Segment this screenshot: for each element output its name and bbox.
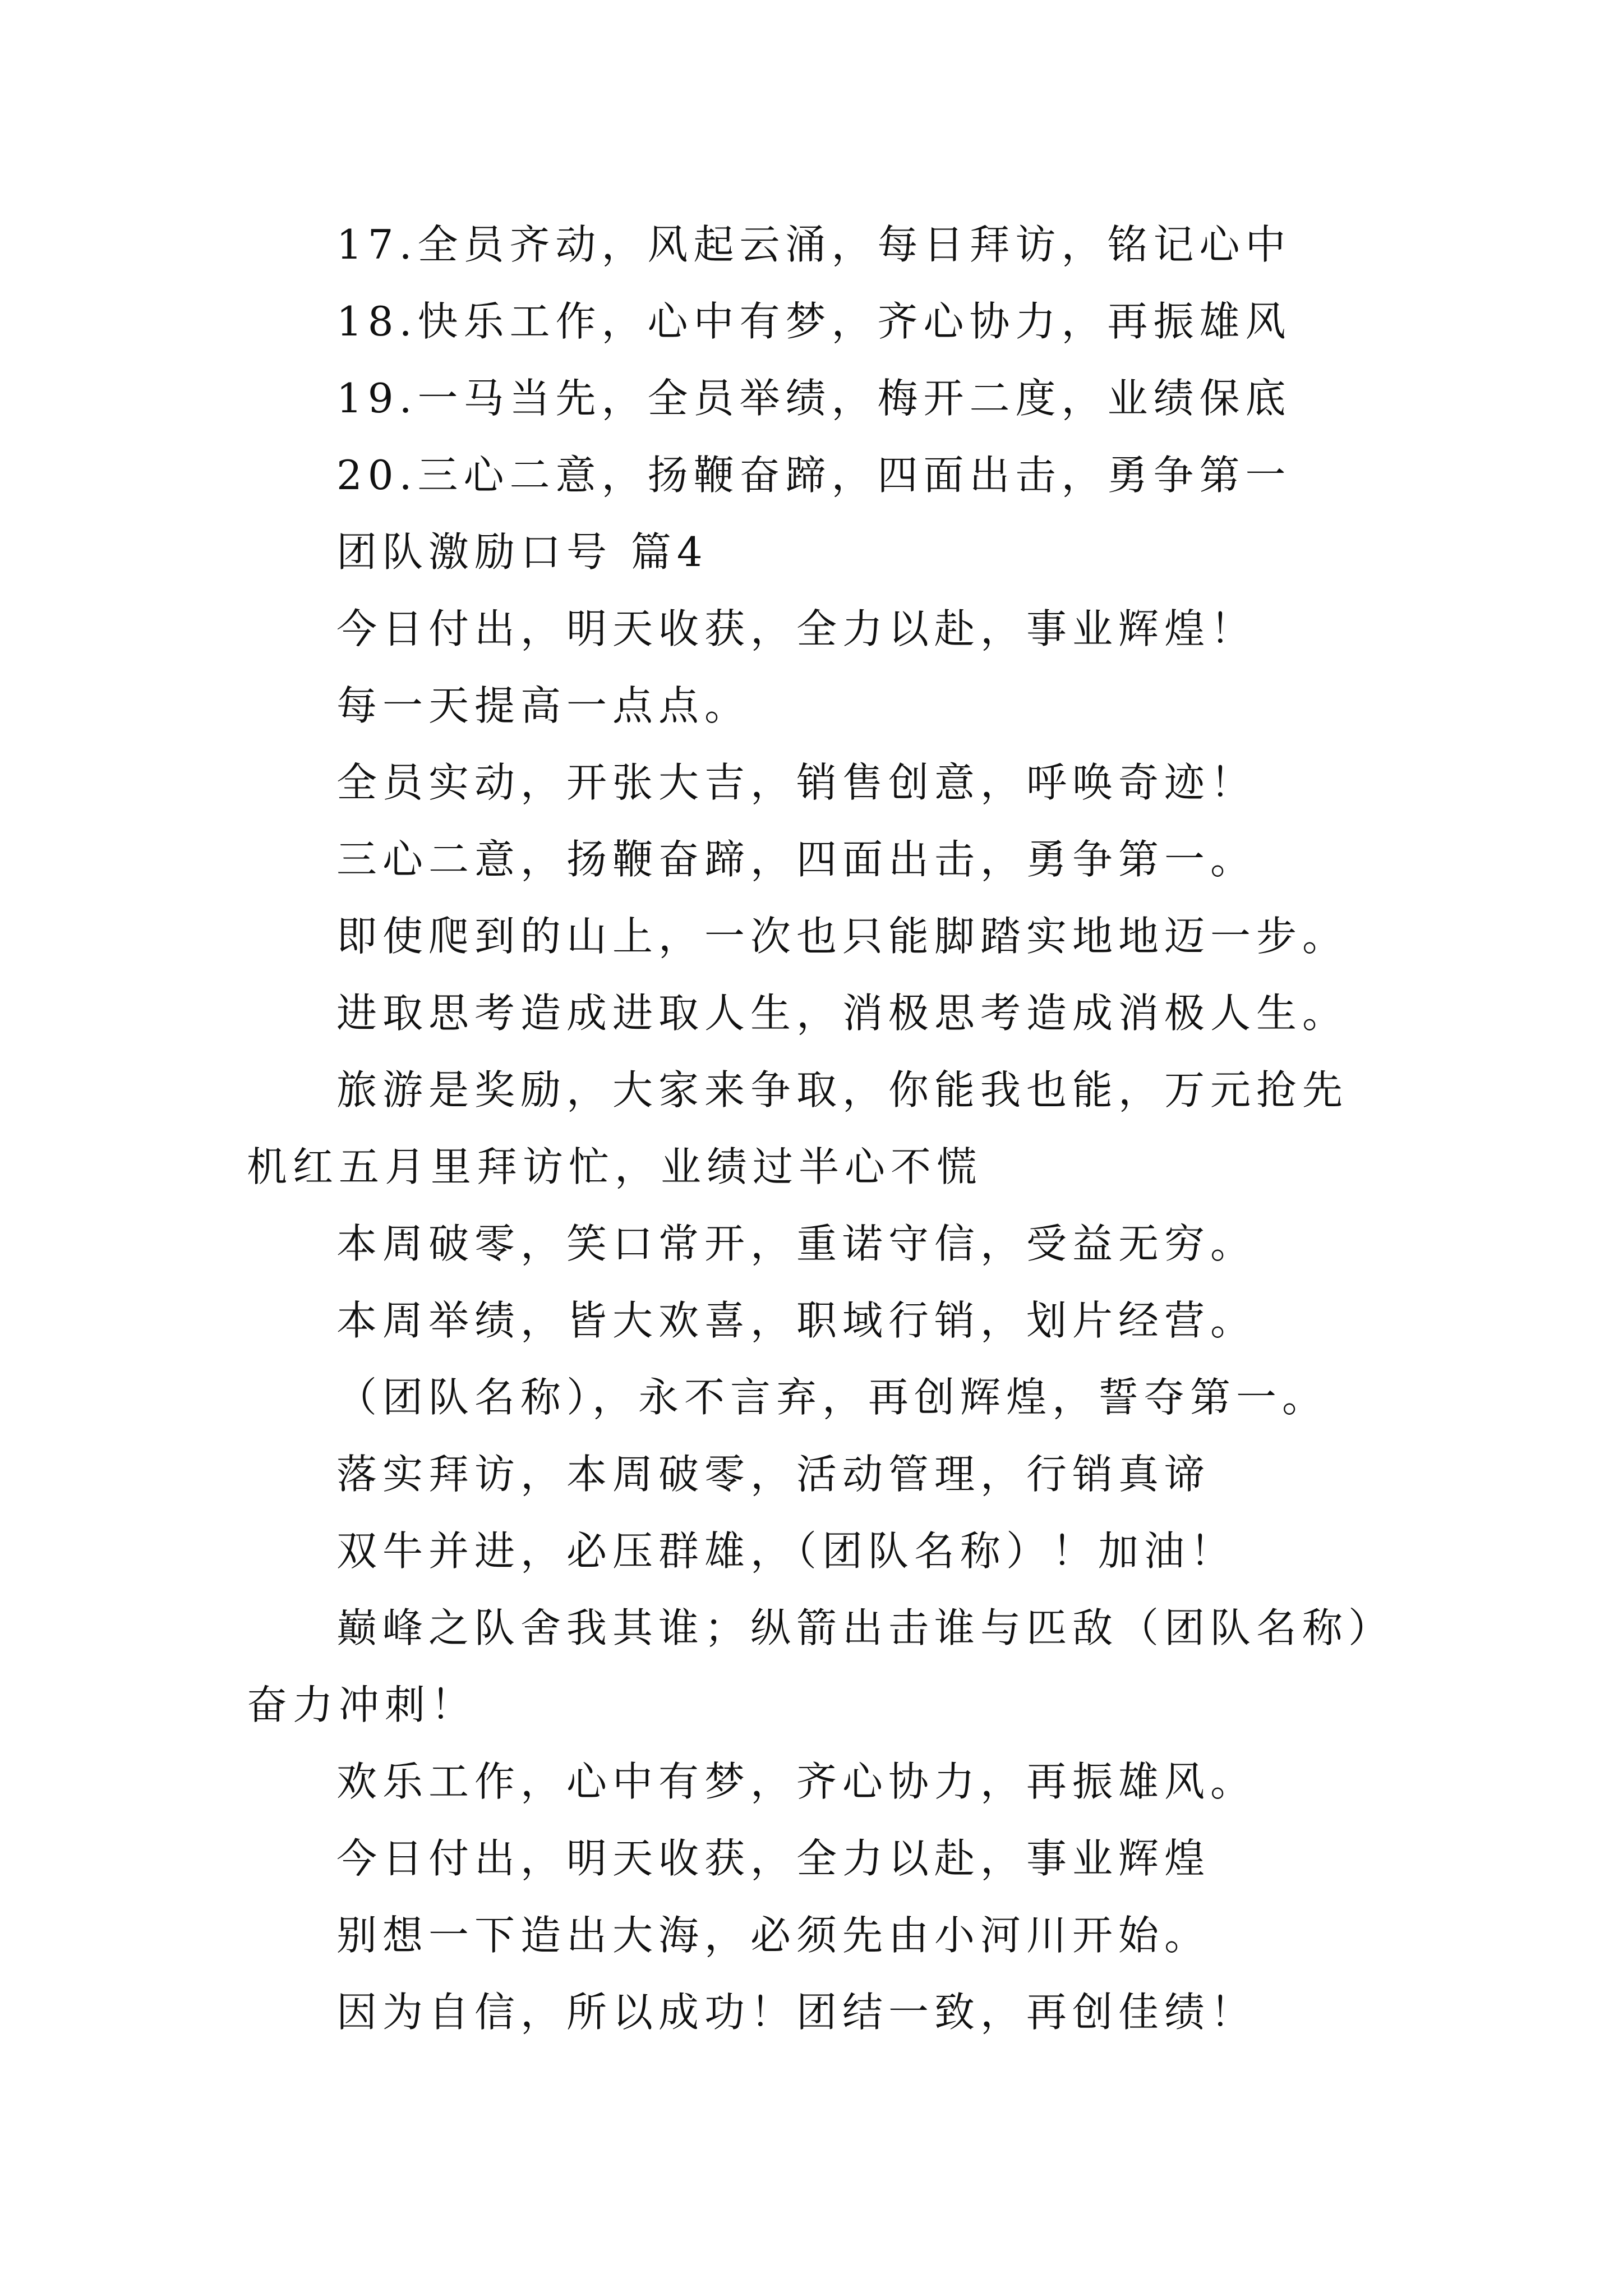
slogan-line: 本周举绩，皆大欢喜，职域行销，划片经营。 [336,1297,1257,1344]
slogan-line: 三心二意，扬鞭奋蹄，四面出击，勇争第一。 [336,836,1257,883]
slogan-line: 每一天提高一点点。 [336,682,751,729]
slogan-line: 别想一下造出大海，必须先由小河川开始。 [336,1912,1211,1959]
slogan-18: 18.快乐工作，心中有梦，齐心协力，再振雄风 [336,298,1292,345]
slogan-line: 欢乐工作，心中有梦，齐心协力，再振雄风。 [336,1758,1257,1805]
slogan-line: 今日付出，明天收获，全力以赴，事业辉煌！ [336,605,1257,652]
slogan-line: 即使爬到的山上，一次也只能脚踏实地地迈一步。 [336,913,1349,960]
slogan-line: 巅峰之队舍我其谁；纵箭出击谁与匹敌（团队名称）奋力冲刺！ [247,1604,1375,1728]
slogan-line: 进取思考造成进取人生，消极思考造成消极人生。 [336,990,1349,1037]
slogan-line: 落实拜访，本周破零，活动管理，行销真谛 [336,1451,1211,1498]
slogan-20: 20.三心二意，扬鞭奋蹄，四面出击，勇争第一 [336,452,1292,499]
slogan-line: 今日付出，明天收获，全力以赴，事业辉煌 [336,1835,1211,1882]
slogan-17: 17.全员齐动，风起云涌，每日拜访，铭记心中 [336,221,1292,268]
slogan-line: 旅游是奖励，大家来争取，你能我也能，万元抢先机红五月里拜访忙，业绩过半心不慌 [247,1066,1349,1190]
section-heading: 团队激励口号 篇4 [336,528,708,576]
slogan-line: 全员实动，开张大吉，销售创意，呼唤奇迹！ [336,759,1257,806]
slogan-line: （团队名称），永不言弃，再创辉煌，誓夺第一。 [336,1374,1329,1421]
document-body [247,206,1391,2051]
slogan-19: 19.一马当先，全员举绩，梅开二度，业绩保底 [336,375,1292,422]
slogan-line: 双牛并进，必压群雄，（团队名称）！加油！ [336,1527,1237,1575]
slogan-line: 本周破零，笑口常开，重诺守信，受益无穷。 [336,1220,1257,1267]
slogan-line: 因为自信，所以成功！团结一致，再创佳绩！ [336,1989,1257,2036]
